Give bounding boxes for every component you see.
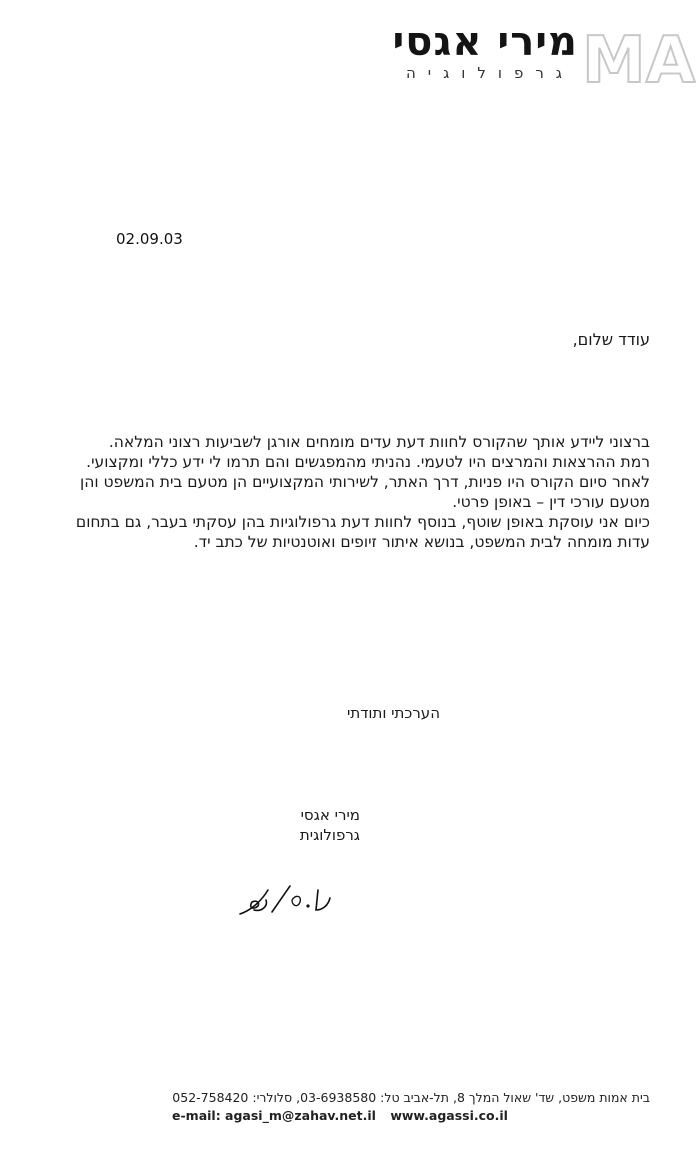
body-paragraph: רמת ההרצאות והמרצים היו לטעמי. נהניתי מהמפגשים והם תרמו לי ידע כללי ומקצועי. xyxy=(86,453,650,471)
footer-website[interactable]: www.agassi.co.il xyxy=(390,1108,508,1123)
handwritten-signature xyxy=(232,880,342,920)
greeting: עודד שלום, xyxy=(572,330,650,349)
body-paragraph: כיום אני עוסקת באופן שוטף, בנוסף לחוות דעת גרפולוגיות בהן עסקתי בעבר, גם בתחום עדות מומחה לבית המשפט, בנושא איתור זיופים ואוטנטיות של כתב יד. xyxy=(75,513,650,551)
letter-body xyxy=(44,432,650,552)
letterhead-logo-icon xyxy=(578,22,696,98)
signer-name: מירי אגסי xyxy=(300,806,360,824)
signer-title: גרפולוגית xyxy=(299,826,360,844)
letter-date: 02.09.03 xyxy=(116,230,183,248)
svg-text:MA: MA xyxy=(582,24,696,98)
closing: הערכתי ותודתי xyxy=(346,704,440,722)
footer-email[interactable]: e-mail: agasi_m@zahav.net.il xyxy=(172,1108,376,1123)
footer-contact xyxy=(172,1108,518,1123)
body-paragraph: לאחר סיום הקורס היו פניות, דרך האתר, לשירותי המקצועיים הן מטעם בית המשפט והן מטעם עורכי דין – באופן פרטי. xyxy=(79,473,650,511)
body-paragraph: ברצוני ליידע אותך שהקורס לחוות דעת עדים מומחים אורגן לשביעות רצוני המלאה. xyxy=(108,433,650,451)
letterhead-name: מירי אגסי xyxy=(392,19,578,65)
letterhead-subtitle: גרפולוגיה xyxy=(405,64,574,82)
footer-address: בית אמות משפט, שד' שאול המלך 8, תל-אביב טל: 03-6938580, סלולרי: 052-758420 xyxy=(172,1090,650,1105)
